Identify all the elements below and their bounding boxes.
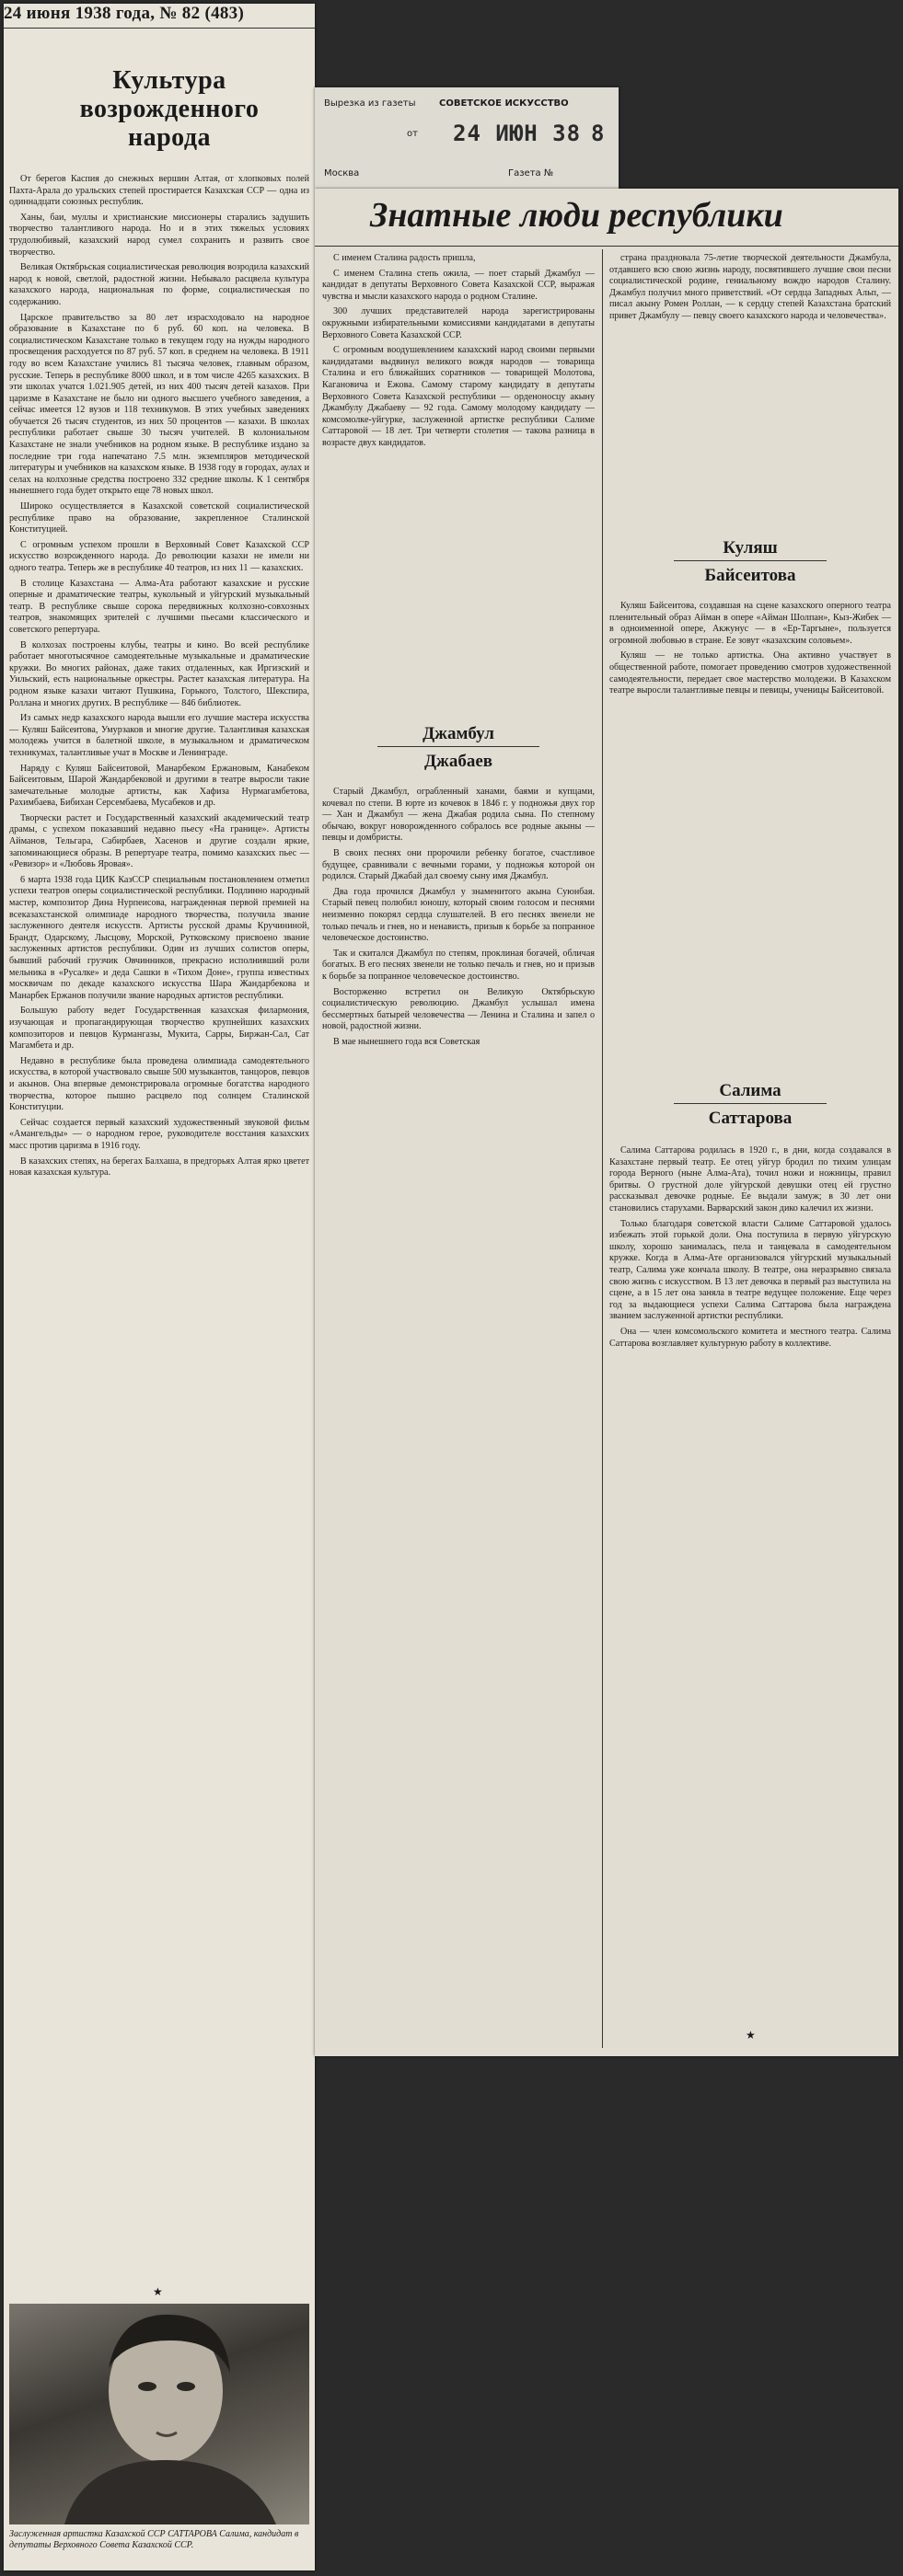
subheading-rule — [377, 746, 539, 747]
paragraph: В казахских степях, на берегах Балхаша, в предгорьях Алтая ярко цветет новая казахская культура. — [9, 1156, 309, 1179]
article-title-notable-people: Знатные люди республики — [370, 196, 783, 235]
paragraph: Наряду с Куляш Байсеитовой, Манарбеком Ержановым, Канабеком Байсеитовым, Шарой Жандарбековой и другими в театре выросли такие замечательные молодые артисты, как Хафиза Нурмагамбетова, Рахимбаева, Бибихан Серсембаева, Мусабеков и др. — [9, 763, 309, 809]
paragraph: В своих песнях они пророчили ребенку богатое, счастливое будущее, сравнивали с вечными горами, у подножья которой он родился. Старый Джабай дал своему сыну имя Джамбул. — [322, 847, 595, 882]
paragraph: В столице Казахстана — Алма-Ата работают казахские и русские оперные и драматические театры, кукольный и уйгурский музыкальный театр. В республике свыше сорока передвижных колхозно-совхозных театров, знакомящих зрителей с лучшими пьесами классического и советского репертуара. — [9, 578, 309, 635]
photo-caption: Заслуженная артистка Казахской ССР САТТАРОВА Салима, кандидат в депутаты Верховного Совета Казахской ССР. — [9, 2529, 299, 2550]
paragraph: Так и скитался Джамбул по степям, проклиная богачей, обличая богатых. В его песнях звенели не только печаль и гнев, но и призыв к борьбе за попранное человеческое достоинство. — [322, 948, 595, 982]
paragraph: Куляш Байсеитова, создавшая на сцене казахского оперного театра пленительный образ Айман в опере «Айман Шолпан», Кыз-Жибек — в одноименной опере, Акжунус — в «Ер-Таргыне», пользуется огромной любовью в стране. Ее зовут «казахским соловьем». — [609, 601, 891, 646]
stamp-newspaper-name: СОВЕТСКОЕ ИСКУССТВО — [439, 98, 569, 109]
portrait-photo — [9, 2304, 309, 2524]
paragraph: Старый Джамбул, ограбленный ханами, баями и купцами, кочевал по степи. В юрте из кочевок в 1846 г. у подножья двух гор — Хан и Джамбул — жена Джабая родила сына. По степному обычаю, вокруг новорожденного собралось все родные акыны — певцы и домбристы. — [322, 787, 595, 844]
paragraph: С именем Сталина радость пришла, — [333, 253, 476, 263]
separator-star: ★ — [153, 2285, 163, 2298]
salima-text — [609, 1145, 891, 2019]
paragraph: 6 марта 1938 года ЦИК КазССР специальным постановлением отметил успехи театров оперы социалистической республики. Подлинно народный мастер, композитор Дина Нурпеисова, награжденная первой премией на всеказахстанской олимпиаде народного творчества, получила звание заслуженного деятеля искусств. Артисты русской драмы Кручининой, Брандт, Одарскому, Лысцову, Морской, Рутковскому присвоено звание заслуженных артистов республики. Один из лучших солистов оперы, бывший рабочий грузчик Овчинников, прекрасно исполнивший роли мельника в «Русалке» и деда Сашки в «Тихом Доне», группа известных москвичам по декаде казахского искусства Шара Жандарбекова и Манарбек Ержанов получили звание народных артистов республики. — [9, 874, 309, 1001]
paragraph: С огромным успехом прошли в Верховный Совет Казахской ССР искусство возрожденного народа. До революции казахи не имели ни одного театра. Теперь же в республике 40 театров, из них 11 — казахских. — [9, 539, 309, 573]
right-clipping — [315, 189, 898, 2056]
paragraph: В колхозах построены клубы, театры и кино. Во всей республике работает многотысячное самодеятельные музыкальные и драматические кружки. Во многих районах, даже таких отдаленных, как Иргизский и Уильский, есть национальные оркестры. Растет казахская литература. На родном языке казахи читают Пушкина, Горького, Толстого, Шекспира, Роллана и многих других. В республике — 846 библиотек. — [9, 639, 309, 708]
stamp-label: Вырезка из газеты — [324, 98, 416, 109]
paragraph: От берегов Каспия до снежных вершин Алтая, от хлопковых полей Пахта-Арала до уральских степей простирается Казахская ССР — одна из одиннадцати союзных республик. — [9, 174, 309, 208]
subheading-salima-first: Салима — [719, 1081, 781, 1100]
newspaper-header: 24 июня 1938 года, № 82 (483) — [4, 4, 245, 23]
column-divider — [602, 249, 603, 2048]
left-clipping — [4, 4, 315, 2570]
stamp-paper-number: Газета № — [508, 168, 554, 178]
stamp-mark: 8 — [591, 121, 606, 146]
article-title-culture — [59, 66, 280, 152]
subheading-kulyash — [609, 538, 891, 586]
subheading-djambul-first: Джамбул — [423, 724, 494, 743]
title-line-3: народа — [127, 123, 212, 152]
paragraph: Из самых недр казахского народа вышли его лучшие мастера искусства — Куляш Байсеитова, Умурзаков и многие другие. Талантливая казахская молодежь учится в балетной школе, в музыкальном и драматическом техникумах, талантливые учат в Москве и Ленинграде. — [9, 713, 309, 758]
title-line-1: Культура — [112, 66, 226, 95]
stamp-city: Москва — [324, 168, 360, 178]
subheading-salima-last: Саттарова — [708, 1109, 793, 1128]
paragraph: С огромным воодушевлением казахский народ своими первыми кандидатами выдвинул великого вождя народов — товарища Сталина и его ближайших соратников — товарищей Молотова, Кагановича и Ежова. Самому старому кандидату в депутаты Верховного Совета Казахской республики — орденоносцу акыну Джамбулу Джабаеву — 92 года. Самому молодому кандидату — комсомолке-уйгурке, заслуженной артистке республики Салиме Саттаровой — 18 лет. Три четверти столетия — такова разница в возрасте двух кандидатов. — [322, 345, 595, 448]
subheading-kulyash-first: Куляш — [723, 538, 778, 558]
paragraph: Куляш — не только артистка. Она активно участвует в общественной работе, помогает проведению смотров художественной самодеятельности, передает свое мастерство молодежи. В Казахском театре выросли талантливые певцы и певицы, ученицы Байсеитовой. — [609, 650, 891, 696]
article-body-culture — [9, 174, 309, 2244]
paragraph: Она — член комсомольского комитета и местного театра. Салима Саттарова возглавляет культурную работу в коллективе. — [609, 1326, 891, 1349]
stamp-date: 24 ИЮН 38 — [453, 121, 582, 146]
subheading-salima — [609, 1081, 891, 1129]
djambul-continued-text — [609, 253, 891, 529]
djambul-text — [322, 787, 595, 2047]
paragraph: 300 лучших представителей народа зарегистрированы окружными избирательными комиссиями кандидатами в депутаты Верховного Совета Казахской ССР. — [322, 306, 595, 340]
paragraph: Восторженно встретил он Великую Октябрьскую социалистическую революцию. Джамбул услышал имена бессмертных батырей человечества — Ленина и Сталина и запел о новой, радостной жизни. — [322, 986, 595, 1032]
intro-text — [322, 253, 595, 713]
paragraph: Царское правительство за 80 лет израсходовало на народное образование в Казахстане по 6 руб. 60 коп. на человека. В социалистическом Казахстане только в текущем году на нужды народного просвещения расходуется по 87 руб. 57 коп. в среднем на человека. В 1911 году во всем Казахстане учились 81 тысяча человек, главным образом, русские. Теперь в республике 8000 школ, и в том числе 4265 казахских. В эти школах учатся 1.021.905 детей, из них 400 тысяч детей казахов. При царизме в Казахстане не было ни одного высшего учебного заведения, а сейчас имеется 12 вузов и 118 техникумов. В этих учебных заведениях обучается 26 тысяч студентов, из них 50 процентов — казахи. В школах республики работает свыше 30 тысяч учителей. В колониальном Казахстане не знали учебников на родном языке. В республике издано за последние три года напечатано 7.5 млн. экземпляров методической литературы и учебников на казахском языке. В 1938 году в городах, аулах и селах на колхозные средства построено 332 средние школы. К 1 сентября нынешнего года будет открыто еще 78 новых школ. — [9, 312, 309, 497]
title-line-2: возрожденного — [79, 95, 260, 123]
separator-star: ★ — [746, 2029, 756, 2041]
paragraph: Ханы, баи, муллы и христианские миссионеры старались задушить творчество талантливого народа. Но и в этих тяжелых условиях трудолюбивый, казахский народ сумел сохранить и развить свое творчество. — [9, 212, 309, 258]
paragraph: Творчески растет и Государственный казахский академический театр драмы, с успехом показавший недавно пьесу «На границе». Артисты Айманов, Тельгара, Сабирбаев, Хасенов и другие создали яркие, запоминающиеся образы. В репертуаре театра, помимо казахских пьес — «Ревизор» и «Любовь Яровая». — [9, 812, 309, 870]
paragraph: Широко осуществляется в Казахской советской социалистической республике право на образование, закрепленное Сталинской Конституцией. — [9, 501, 309, 535]
stamp-from-label: от — [407, 129, 418, 139]
clipping-stamp — [315, 87, 619, 189]
paragraph: Сейчас создается первый казахский художественный звуковой фильм «Амангельды» — о народном герое, руководителе восстания казахских масс против царизма в 1916 году. — [9, 1117, 309, 1151]
paragraph: С именем Сталина степь ожила, — поет старый Джамбул — кандидат в депутаты Верховного Совета Казахской ССР, выражая чувства и мысли казахского народа о родном Сталине. — [322, 268, 595, 302]
paragraph: Великая Октябрьская социалистическая революция возродила казахский народ к новой, светлой, радостной жизни. Небывало расцвела культура казахского народа, национальная по форме, социалистическая по содержанию. — [9, 262, 309, 307]
subheading-kulyash-last: Байсеитова — [704, 566, 796, 585]
paragraph: страна праздновала 75-летие творческой деятельности Джамбула, отдавшего всю свою жизнь народу, посвятившего лучшие свои песни социалистической родине, гениальному вождю народов Сталину. Джамбул получил много приветствий. «От сердца Западных Альп, — писал акыну Ромен Роллан, — к сердцу степей Казахстана братский привет Джамбулу — певцу своего казахского народа и человечества». — [609, 253, 891, 321]
paragraph: В мае нынешнего года вся Советская — [333, 1036, 480, 1047]
kulyash-text — [609, 601, 891, 1061]
paragraph: Недавно в республике была проведена олимпиада самодеятельного искусства, в которой участвовало свыше 500 музыкантов, танцоров, певцов и акынов. Она впервые демонстрировала огромные богатства народного творчества, которое пышно расцвело под солнцем Сталинской Конституции. — [9, 1055, 309, 1113]
header-rule — [4, 28, 315, 29]
paragraph: Салима Саттарова родилась в 1920 г., в дни, когда создавался в Казахстане первый театр. Ее отец уйгур бродил по тихим улицам города Верного (ныне Алма-Ата), точил ножи и ножницы, правил бритвы. О грустной доле уйгурской девушки отец ей грустно рассказывал девочке родные. Ее выдали замуж; в 30 лет они становились старухами. Варварский закон дико калечил их жизни. — [609, 1145, 891, 1213]
subheading-rule — [674, 1103, 827, 1104]
paragraph: Только благодаря советской власти Салиме Саттаровой удалось избежать этой горькой доли. Она поступила в первую уйгурскую школу, хорошо занималась, пела и танцевала в самодеятельном кружке. Когда в Алма-Ате организовался уйгурский музыкальный театр, Салима уже кончала школу. В театре, она неразрывно связала свою жизнь с искусством. В 13 лет девочка в первый раз выступила на сцене, а в 15 лет она заняла в театре ведущее положение. Еще через год за выдающиеся успехи Салима Саттарова была награждена званием заслуженной артистки республики. — [609, 1218, 891, 1322]
subheading-djambul — [322, 724, 595, 772]
subheading-rule — [674, 560, 827, 561]
title-rule — [315, 246, 898, 247]
paragraph: Два года прочился Джамбул у знаменитого акына Суюнбая. Старый певец полюбил юношу, который своим голосом и песнями неизменно покорял сердца слушателей. В его песнях звенели не только печаль и гнев, но и ненависть, призыв к борьбе за попранное человеческое достоинство. — [322, 886, 595, 944]
subheading-djambul-last: Джабаев — [423, 752, 493, 771]
paragraph: Большую работу ведет Государственная казахская филармония, изучающая и пропагандирующая творчество крупнейших казахских композиторов и певцов Курмангазы, Мукита, Сарры, Биржан-Сал, Сат Магамбета и др. — [9, 1006, 309, 1052]
